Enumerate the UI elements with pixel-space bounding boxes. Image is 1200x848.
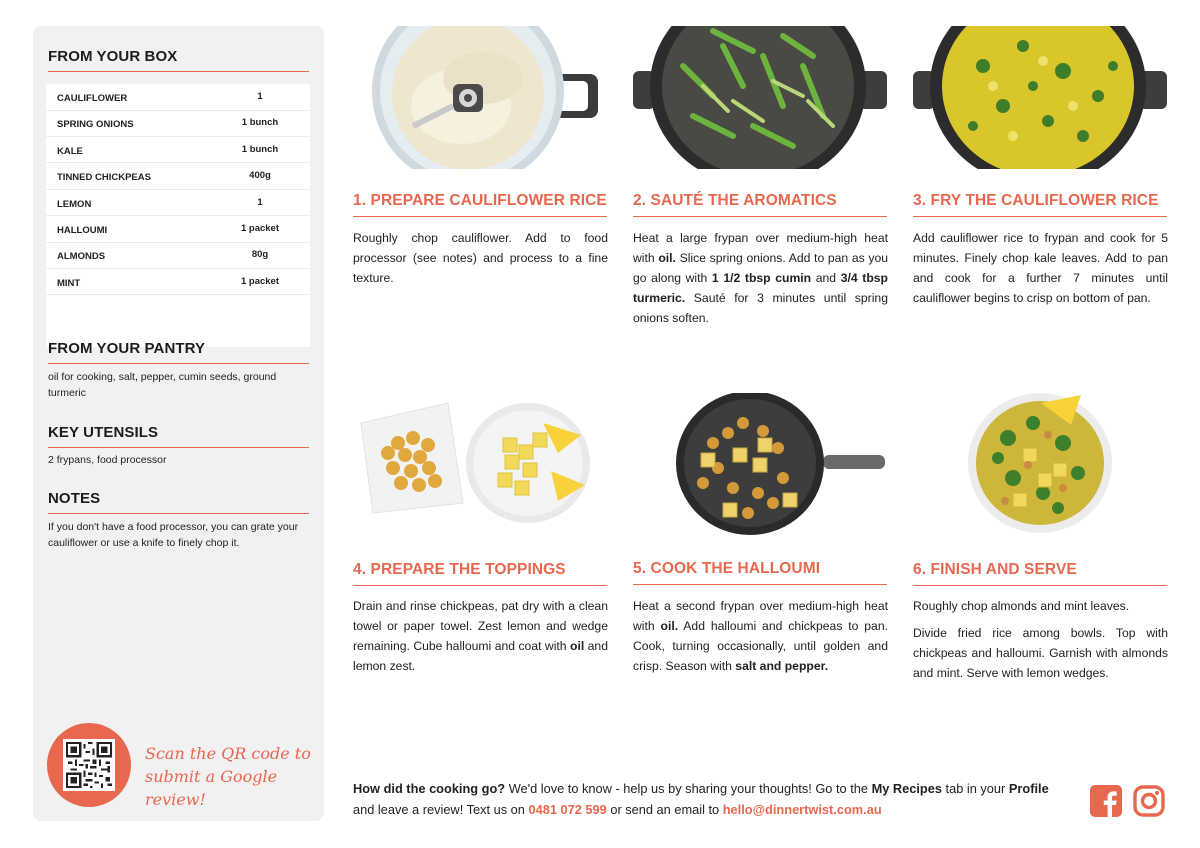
- instruction-text: oil.: [658, 251, 676, 265]
- step-1-title: 1. PREPARE CAULIFLOWER RICE: [353, 192, 607, 217]
- footer-text[interactable]: 0481 072 599: [528, 802, 607, 817]
- box-item-row: [46, 137, 310, 164]
- box-item-qty: 1 packet: [240, 275, 280, 287]
- from-your-box-heading: FROM YOUR BOX: [48, 48, 309, 72]
- step-2-title: 2. SAUTÉ THE AROMATICS: [633, 192, 887, 217]
- step-4-title: 4. PREPARE THE TOPPINGS: [353, 561, 607, 586]
- footer-text[interactable]: hello@dinnertwist.com.au: [722, 802, 882, 817]
- instruction-text: Slice spring onions. Add to pan as you go along with: [633, 251, 888, 285]
- box-item-row: [46, 84, 310, 111]
- footer-text: tab in your: [941, 781, 1009, 796]
- utensils-text: 2 frypans, food processor: [48, 454, 167, 466]
- box-item-name: KALE: [57, 145, 83, 157]
- instruction-paragraph: [913, 623, 1168, 683]
- qr-review-prompt: Scan the QR code to submit a Google review!: [145, 744, 311, 809]
- step-1-instructions: [353, 228, 608, 288]
- instruction-text: and lemon zest.: [353, 639, 608, 673]
- box-item-qty: 400g: [249, 170, 271, 182]
- step-2-image: [633, 26, 887, 169]
- box-item-qty: 80g: [251, 249, 269, 261]
- instruction-text: Roughly chop cauliflower. Add to food processor (see notes) and process to a fine texture.: [353, 231, 608, 285]
- qr-code-icon[interactable]: [63, 739, 115, 791]
- instruction-paragraph: [913, 596, 1168, 616]
- box-item-name: MINT: [57, 277, 81, 289]
- footer-text: or send an email to: [606, 802, 723, 817]
- footer-text: We'd love to know - help us by sharing your thoughts! Go to the: [505, 781, 872, 796]
- instagram-icon[interactable]: [1133, 785, 1165, 817]
- instruction-text: Drain and rinse chickpeas, pat dry with a clean towel or paper towel. Zest lemon and wedge remaining. Cube halloumi and coat with: [353, 599, 608, 653]
- pantry-text: oil for cooking, salt, pepper, cumin seeds, ground turmeric: [48, 371, 277, 399]
- step-3-title: 3. FRY THE CAULIFLOWER RICE: [913, 192, 1167, 217]
- box-item-name: ALMONDS: [57, 251, 106, 263]
- instruction-text: and: [811, 271, 841, 285]
- box-item-qty: 1: [257, 196, 263, 208]
- step-5-image: [633, 393, 887, 536]
- box-item-row: [46, 216, 310, 243]
- box-item-qty: 1: [257, 91, 263, 102]
- footer-text: How did the cooking go?: [353, 781, 506, 796]
- step-3-instructions: [913, 228, 1168, 308]
- box-item-name: HALLOUMI: [57, 225, 108, 236]
- instruction-text: Add cauliflower rice to frypan and cook for 5 minutes. Finely chop kale leaves. Add to pan and cook for a further 7 minutes until cauliflower begins to crisp on bottom of pan.: [913, 231, 1168, 305]
- step-6-title: 6. FINISH AND SERVE: [913, 561, 1167, 586]
- box-ingredients-table: [46, 84, 310, 347]
- box-item-name: SPRING ONIONS: [57, 119, 134, 131]
- footer-text: My Recipes: [871, 781, 942, 796]
- ingredients-sidebar: [33, 26, 324, 821]
- qr-badge[interactable]: [47, 723, 131, 807]
- step-3-image: [913, 26, 1167, 169]
- instruction-paragraph: [353, 596, 608, 676]
- from-your-pantry-heading: FROM YOUR PANTRY: [48, 340, 309, 364]
- instruction-text: Roughly chop almonds and mint leaves.: [913, 599, 1130, 613]
- instruction-text: salt and pepper.: [735, 659, 829, 673]
- instruction-text: Divide fried rice among bowls. Top with chickpeas and halloumi. Garnish with almonds and mint. Serve with lemon wedges.: [913, 626, 1168, 680]
- box-item-name: LEMON: [57, 198, 92, 210]
- instruction-text: Sauté for 3 minutes until spring onions soften.: [633, 291, 888, 325]
- review-footer-text: [353, 778, 1073, 820]
- instruction-text: 1 1/2 tbsp cumin: [711, 271, 812, 285]
- step-4-image: [353, 393, 607, 536]
- notes-text: If you don't have a food processor, you can grate your cauliflower or use a knife to finely chop it.: [48, 521, 299, 549]
- notes-heading: NOTES: [48, 490, 309, 514]
- facebook-icon[interactable]: [1090, 785, 1122, 817]
- step-4-instructions: [353, 596, 608, 676]
- box-item-name: TINNED CHICKPEAS: [57, 172, 151, 184]
- step-5-instructions: [633, 596, 888, 676]
- box-item-row: [46, 242, 310, 269]
- step-5-title: 5. COOK THE HALLOUMI: [633, 560, 887, 585]
- box-item-qty: 1 bunch: [241, 143, 279, 155]
- instruction-text: oil.: [660, 619, 679, 633]
- instruction-text: Add halloumi and chickpeas to pan. Cook, turning occasionally, until golden and crisp. Season with: [633, 619, 888, 673]
- instruction-paragraph: [353, 228, 608, 288]
- key-utensils-heading: KEY UTENSILS: [48, 424, 309, 448]
- instruction-text: Heat a second frypan over medium-high heat with: [633, 599, 888, 633]
- box-item-qty: 1 bunch: [241, 117, 279, 129]
- box-item-row: [46, 269, 310, 296]
- instruction-text: oil: [570, 639, 585, 653]
- instruction-text: 3/4 tbsp turmeric.: [633, 271, 888, 305]
- instruction-paragraph: [913, 228, 1168, 308]
- box-item-name: CAULIFLOWER: [57, 93, 128, 104]
- footer-text: and leave a review! Text us on: [353, 802, 529, 817]
- box-item-row: [46, 110, 310, 137]
- box-item-row: [46, 163, 310, 190]
- instruction-paragraph: [633, 228, 888, 328]
- step-6-image: [913, 393, 1167, 536]
- step-2-instructions: [633, 228, 888, 328]
- instruction-paragraph: [633, 596, 888, 676]
- instruction-text: Heat a large frypan over medium-high heat with: [633, 231, 888, 265]
- footer-text: Profile: [1008, 781, 1049, 796]
- box-item-row: [46, 190, 310, 217]
- box-item-qty: 1 packet: [240, 223, 280, 234]
- step-6-instructions: [913, 596, 1168, 683]
- step-1-image: [353, 26, 607, 169]
